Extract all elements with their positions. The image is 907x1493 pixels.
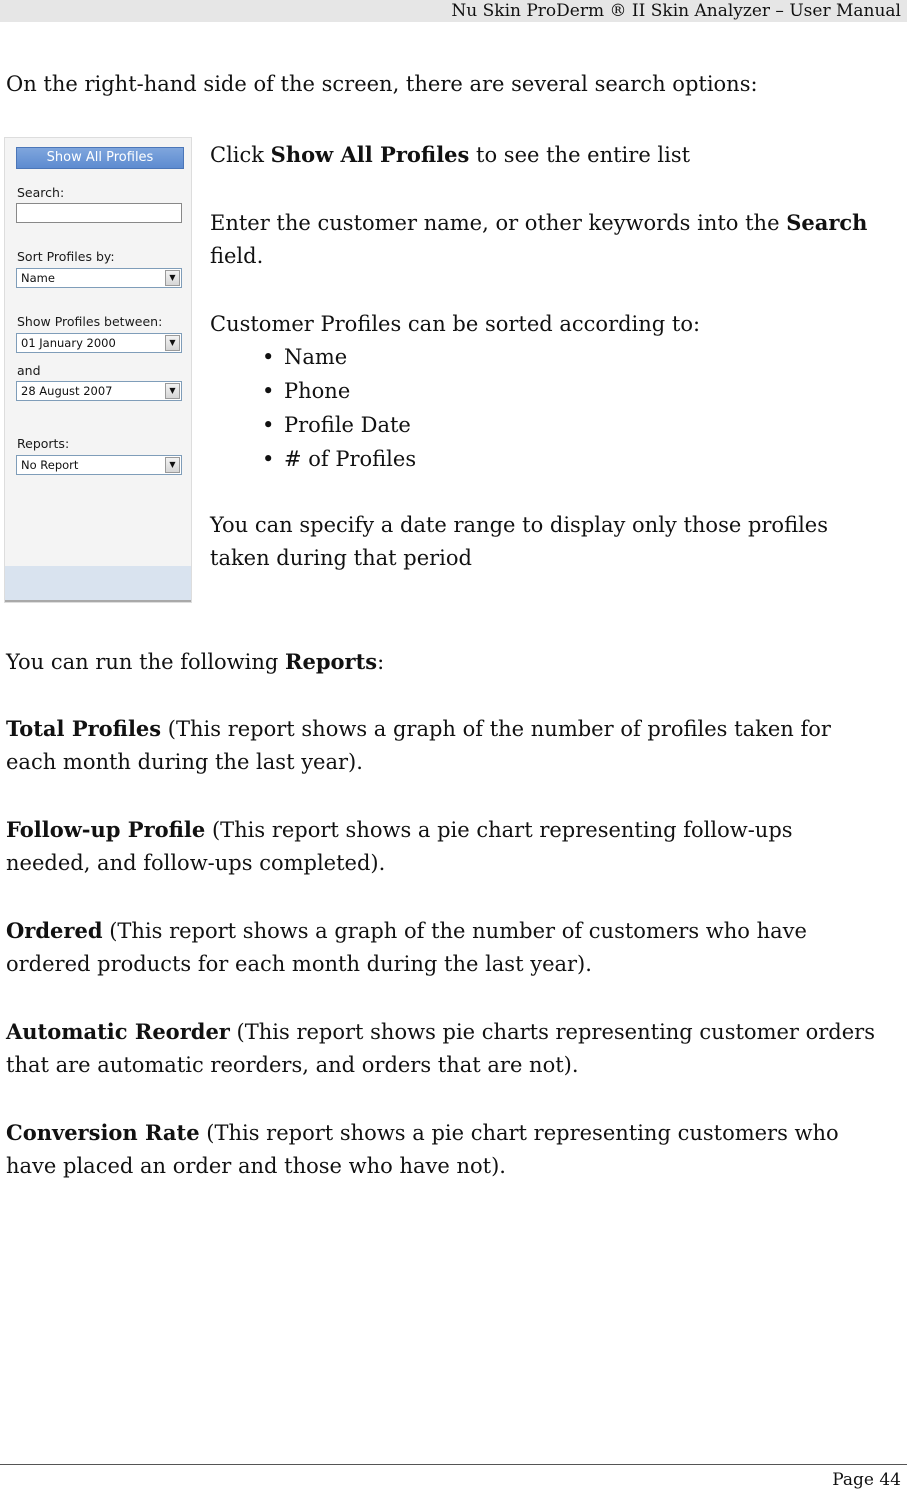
report-desc-1: (This report shows a graph of the number of profiles taken for	[161, 717, 831, 741]
report-desc-2: needed, and follow-ups completed).	[6, 851, 386, 875]
page-header	[0, 0, 907, 22]
chevron-down-icon[interactable]: ▼	[165, 383, 180, 399]
report-conversion-rate	[6, 1116, 896, 1183]
sort-options-list	[262, 340, 416, 476]
search-instruction	[210, 206, 890, 273]
report-desc-2: that are automatic reorders, and orders that are not).	[6, 1053, 579, 1077]
reports-select-value: No Report	[21, 458, 79, 472]
report-name: Automatic Reorder	[6, 1019, 230, 1044]
range-line-2: taken during that period	[210, 546, 472, 570]
search-label: Search:	[17, 185, 65, 200]
sort-intro: Customer Profiles can be sorted according to:	[210, 312, 701, 336]
date-range-text	[210, 509, 828, 575]
to-date-select[interactable]	[16, 381, 182, 401]
search-bold: Search	[786, 210, 868, 235]
list-item: • # of Profiles	[262, 442, 416, 476]
click-post: to see the entire list	[469, 143, 691, 167]
from-date-value: 01 January 2000	[21, 336, 116, 350]
range-line-1: You can specify a date range to display only those profiles	[210, 513, 829, 537]
to-date-value: 28 August 2007	[21, 384, 113, 398]
search-post: field.	[210, 244, 264, 268]
date-range-label: Show Profiles between:	[17, 314, 163, 329]
reports-select[interactable]	[16, 455, 182, 475]
report-desc-2: have placed an order and those who have not).	[6, 1154, 506, 1178]
search-pre: Enter the customer name, or other keywords into the	[210, 211, 787, 235]
chevron-down-icon[interactable]: ▼	[165, 270, 180, 286]
reports-label: Reports:	[17, 436, 70, 451]
list-item: • Name	[262, 340, 416, 374]
show-all-instruction	[210, 138, 690, 172]
list-item: • Phone	[262, 374, 416, 408]
click-bold: Show All Profiles	[270, 142, 470, 167]
reports-intro	[6, 645, 896, 679]
chevron-down-icon[interactable]: ▼	[165, 335, 180, 351]
report-name: Ordered	[6, 918, 103, 943]
report-name: Follow-up Profile	[6, 817, 206, 842]
report-desc-2: each month during the last year).	[6, 750, 363, 774]
report-desc-1: (This report shows a pie chart representing follow-ups	[205, 818, 793, 842]
reports-intro-bold: Reports	[285, 649, 378, 674]
intro-text: On the right-hand side of the screen, there are several search options:	[6, 72, 758, 96]
sort-select-value: Name	[21, 271, 55, 285]
report-desc-1: (This report shows a graph of the number of customers who have	[102, 919, 807, 943]
report-ordered	[6, 914, 896, 981]
reports-intro-post: :	[377, 650, 385, 674]
manual-title: Nu Skin ProDerm ® II Skin Analyzer – User Manual	[451, 1, 901, 21]
report-follow-up	[6, 813, 896, 880]
panel-footer-band	[5, 566, 191, 602]
chevron-down-icon[interactable]: ▼	[165, 457, 180, 473]
and-label: and	[17, 363, 41, 378]
list-item: • Profile Date	[262, 408, 416, 442]
report-desc-1: (This report shows a pie chart representing customers who	[199, 1121, 839, 1145]
report-automatic-reorder	[6, 1015, 896, 1082]
search-options-panel	[4, 137, 192, 603]
report-total-profiles	[6, 712, 896, 779]
sort-label: Sort Profiles by:	[17, 249, 115, 264]
reports-intro-pre: You can run the following	[6, 650, 286, 674]
report-desc-1: (This report shows pie charts representing customer orders	[229, 1020, 875, 1044]
sort-select[interactable]	[16, 268, 182, 288]
report-name: Conversion Rate	[6, 1120, 200, 1145]
page-number: Page 44	[832, 1470, 901, 1490]
report-desc-2: ordered products for each month during the last year).	[6, 952, 592, 976]
show-all-profiles-button[interactable]: Show All Profiles	[16, 147, 184, 169]
search-input[interactable]	[16, 203, 182, 223]
footer-divider	[0, 1464, 907, 1465]
report-name: Total Profiles	[6, 716, 162, 741]
click-pre: Click	[210, 143, 271, 167]
from-date-select[interactable]	[16, 333, 182, 353]
